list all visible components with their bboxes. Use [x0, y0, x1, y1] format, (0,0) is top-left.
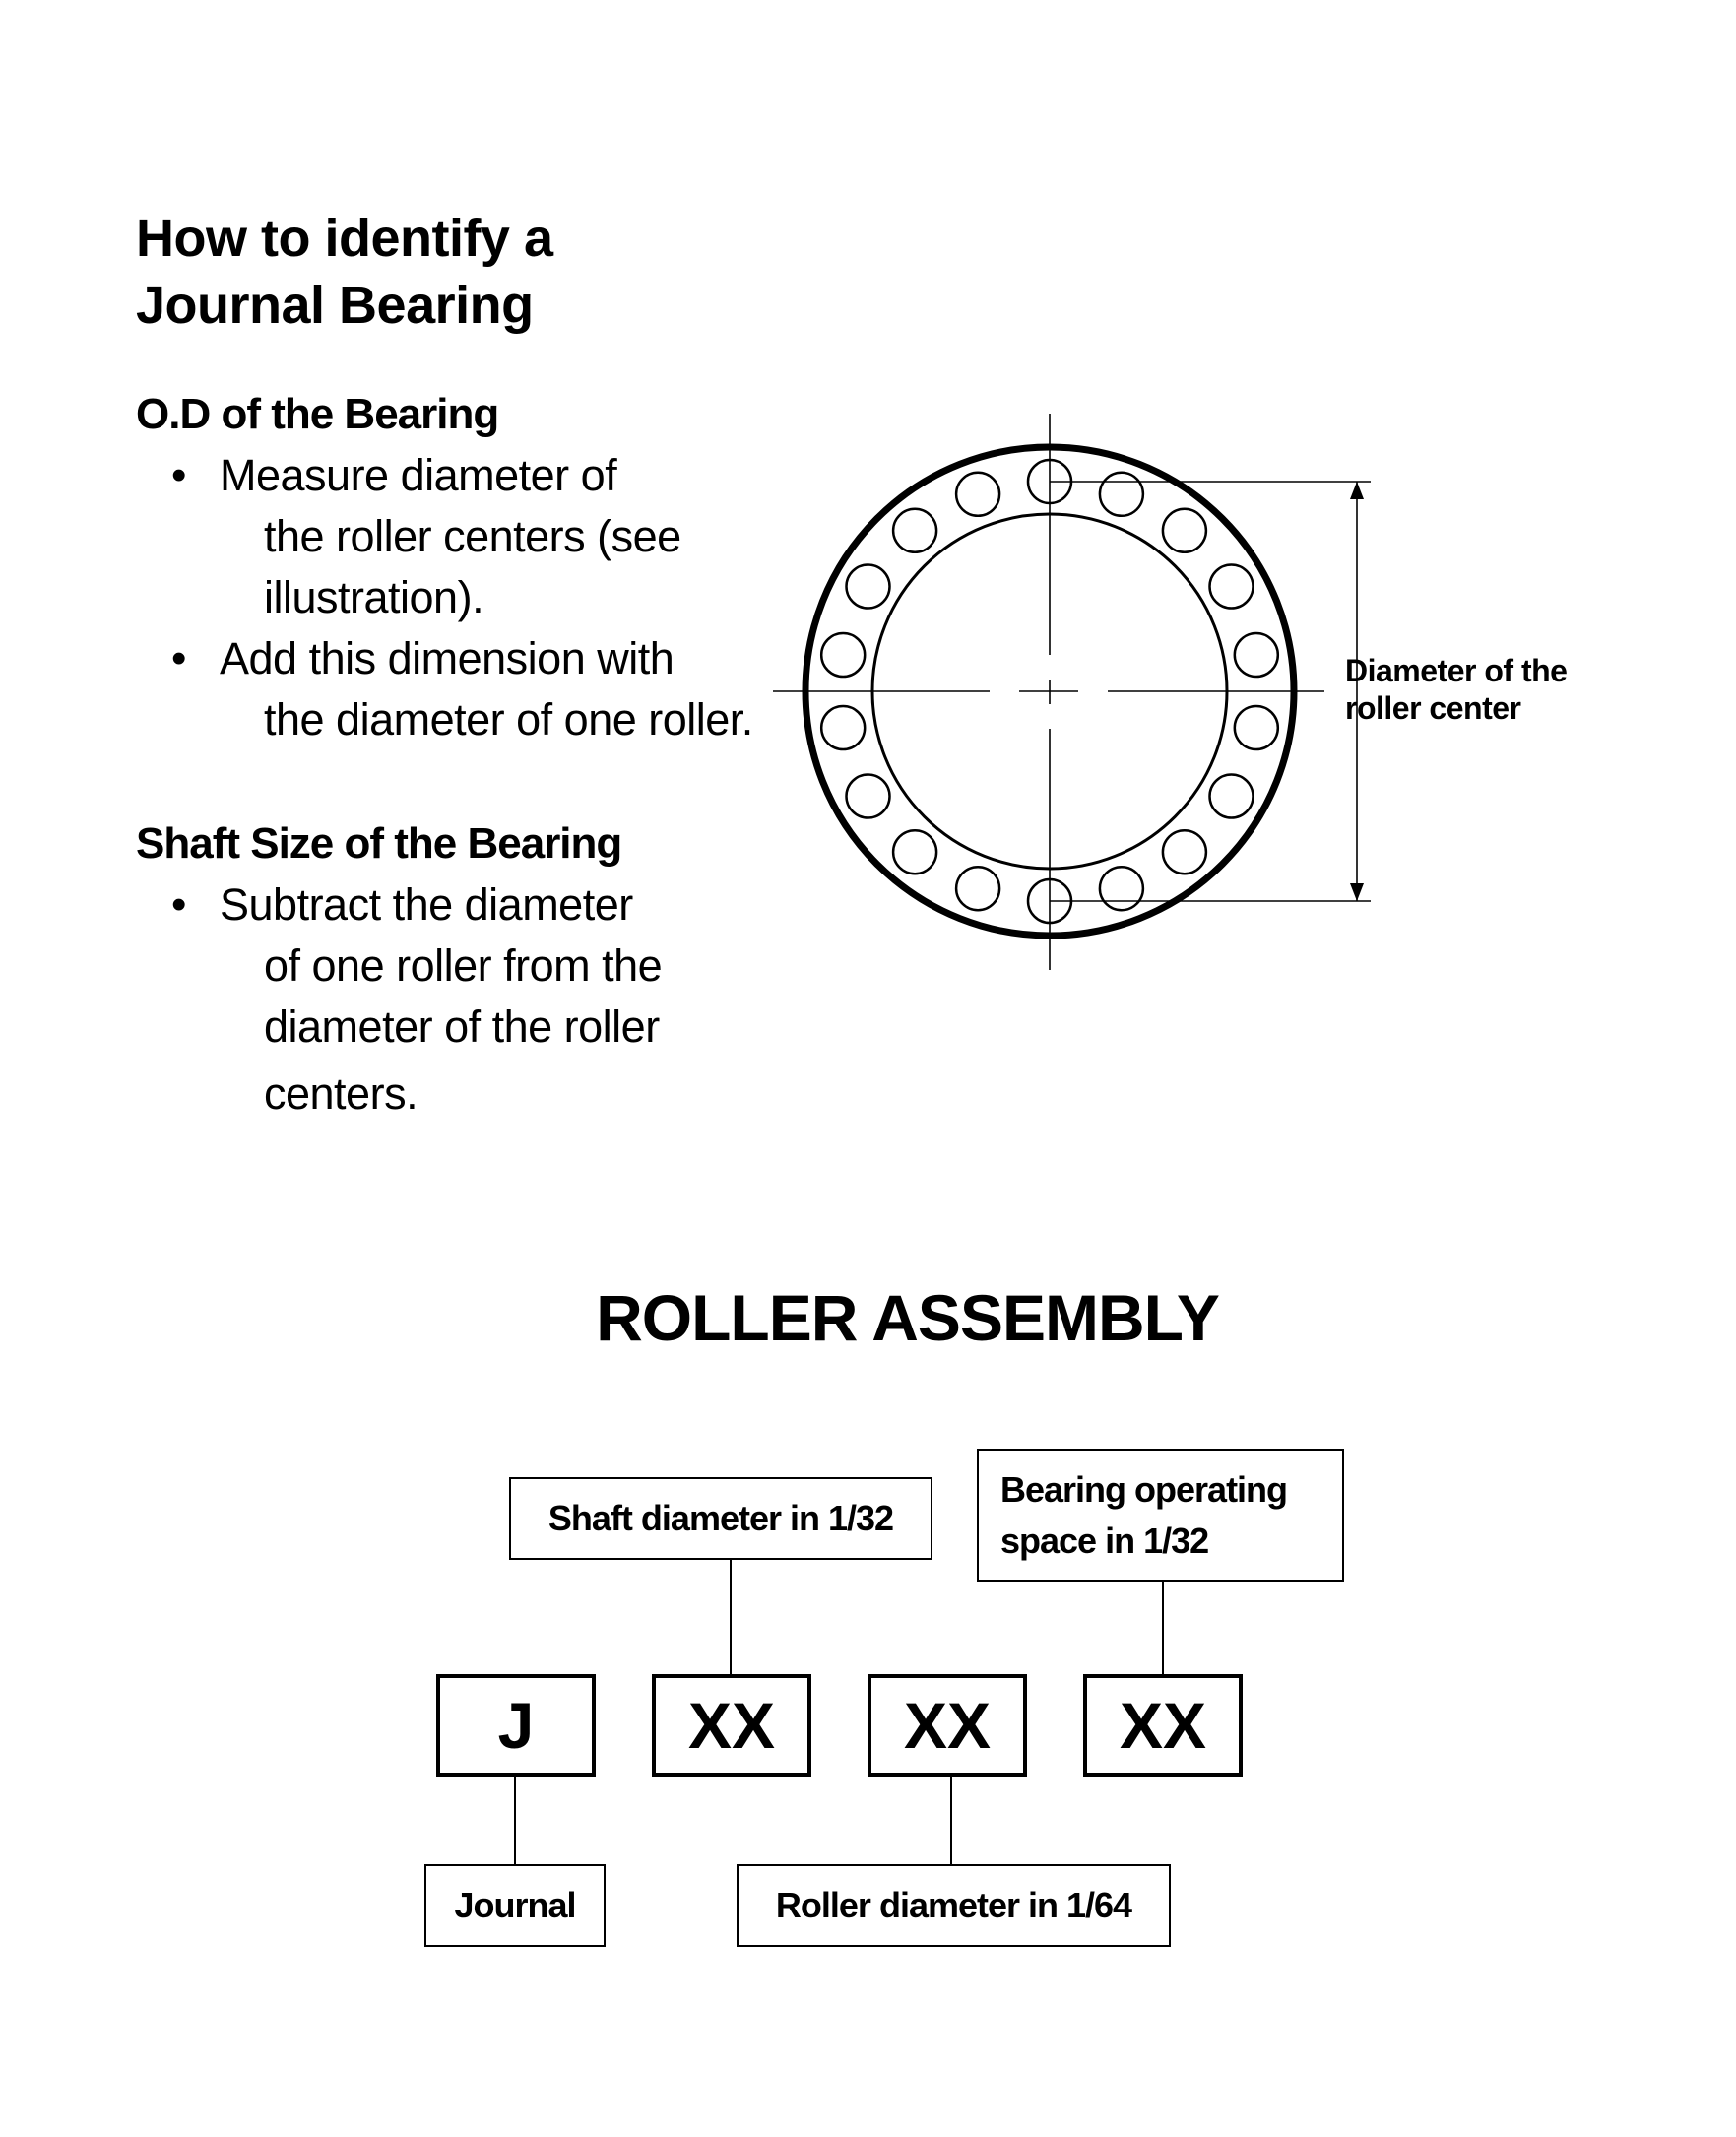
bearing-diagram — [773, 414, 1371, 970]
code-segment-space: XX — [1083, 1674, 1243, 1777]
shaft-bullet-1-line-2: of one roller from the — [264, 940, 663, 991]
page-title-line-2: Journal Bearing — [136, 276, 534, 335]
centerlines — [773, 414, 1324, 970]
roller-8 — [1163, 830, 1206, 874]
roller-7 — [1210, 775, 1254, 818]
shaft-bullet-1-line-3: diameter of the roller — [264, 1002, 660, 1052]
roller-9 — [1100, 867, 1143, 910]
journal-label: Journal — [424, 1864, 606, 1947]
operating-space-label-line-2: space in 1/32 — [1000, 1520, 1209, 1561]
roller-15 — [821, 633, 865, 677]
roller-16 — [847, 565, 890, 609]
roller-17 — [893, 509, 936, 552]
od-section-heading: O.D of the Bearing — [136, 390, 499, 438]
roller-2 — [1100, 473, 1143, 516]
operating-space-label-line-1: Bearing operating — [1000, 1468, 1288, 1510]
shaft-bullet-1-line-4: centers. — [264, 1068, 418, 1119]
dimension-arrow-up-icon — [1350, 482, 1364, 499]
roller-6 — [1235, 706, 1278, 749]
roller-center-diameter-label — [1345, 652, 1567, 727]
operating-space-label — [977, 1449, 1344, 1582]
roller-11 — [956, 867, 999, 910]
od-bullet-2-line-2: the diameter of one roller. — [264, 694, 753, 745]
dimension-arrow-down-icon — [1350, 883, 1364, 901]
shaft-diameter-label: Shaft diameter in 1/32 — [509, 1477, 932, 1560]
roller-center-label-line-1: Diameter of the — [1345, 653, 1568, 688]
page-title-line-1: How to identify a — [136, 209, 553, 268]
od-bullet-2-line-1: • Add this dimension with — [220, 633, 675, 683]
code-segment-roller: XX — [868, 1674, 1027, 1777]
shaft-bullet-1-line-1: • Subtract the diameter — [220, 879, 633, 930]
code-segment-journal: J — [436, 1674, 596, 1777]
roller-5 — [1235, 633, 1278, 677]
od-bullet-1-line-3: illustration). — [264, 572, 484, 622]
code-segment-shaft: XX — [652, 1674, 811, 1777]
roller-13 — [847, 775, 890, 818]
roller-12 — [893, 830, 936, 874]
roller-14 — [821, 706, 865, 749]
roller-3 — [1163, 509, 1206, 552]
shaft-section-heading: Shaft Size of the Bearing — [136, 819, 622, 868]
roller-18 — [956, 473, 999, 516]
od-bullet-1-line-1: • Measure diameter of — [220, 450, 617, 500]
roller-assembly-connectors — [515, 1560, 1163, 1864]
od-bullet-1-line-2: the roller centers (see — [264, 511, 681, 561]
roller-4 — [1210, 565, 1254, 609]
roller-diameter-label: Roller diameter in 1/64 — [737, 1864, 1171, 1947]
roller-assembly-title: ROLLER ASSEMBLY — [596, 1281, 1219, 1354]
roller-center-label-line-2: roller center — [1345, 690, 1521, 726]
